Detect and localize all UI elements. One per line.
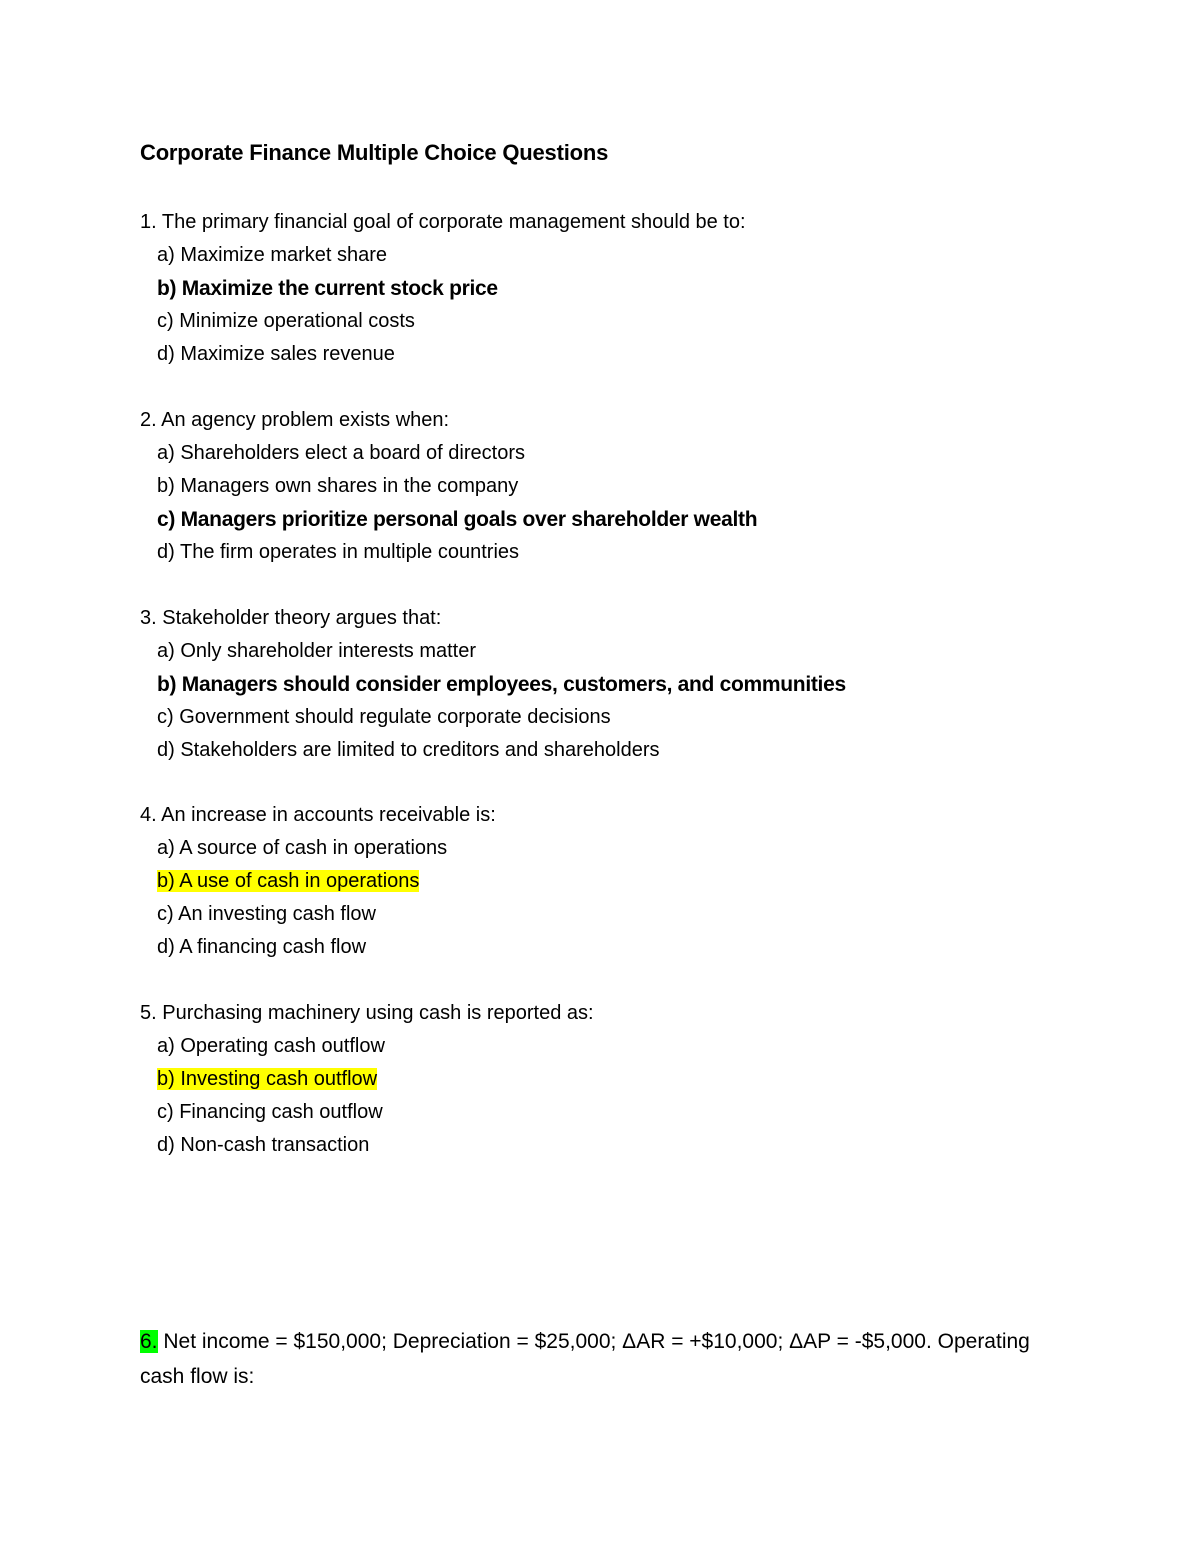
question-4: [140, 799, 1080, 964]
question-1: [140, 206, 1080, 371]
question-text: 4. An increase in accounts receivable is:: [140, 804, 496, 826]
option-a: a) Shareholders elect a board of directors: [157, 442, 525, 464]
question-6: [140, 1324, 1060, 1394]
option-d: d) A financing cash flow: [157, 936, 367, 958]
option-c: c) Financing cash outflow: [157, 1101, 383, 1123]
option-list: [140, 239, 1080, 371]
highlighted-answer: b) A use of cash in operations: [157, 870, 420, 892]
option-b: b) Managers own shares in the company: [157, 475, 519, 497]
option-c: c) Government should regulate corporate decisions: [157, 706, 611, 728]
option-d: d) Stakeholders are limited to creditors and shareholders: [157, 739, 660, 761]
option-list: [140, 437, 1080, 569]
option-b-answer: b) Managers should consider employees, customers, and communities: [157, 673, 846, 696]
option-list: [140, 832, 1080, 964]
question-text: 1. The primary financial goal of corporate management should be to:: [140, 211, 746, 233]
option-a: a) Maximize market share: [157, 244, 388, 266]
option-c: c) An investing cash flow: [157, 903, 376, 925]
option-list: [140, 635, 1080, 767]
document-title: Corporate Finance Multiple Choice Questions: [140, 140, 609, 165]
option-d: d) Non-cash transaction: [157, 1134, 370, 1156]
question-number-highlight: 6.: [140, 1330, 158, 1353]
question-text: 3. Stakeholder theory argues that:: [140, 607, 442, 629]
question-text: 5. Purchasing machinery using cash is reported as:: [140, 1002, 594, 1024]
option-d: d) The firm operates in multiple countries: [157, 541, 520, 563]
question-text: Net income = $150,000; Depreciation = $25,000; ΔAR = +$10,000; ΔAP = -$5,000. Operating cash flow is:: [140, 1330, 1030, 1388]
option-b-answer: [140, 1063, 1080, 1096]
question-5: [140, 997, 1080, 1162]
option-b-answer: [140, 865, 1080, 898]
option-d: d) Maximize sales revenue: [157, 343, 395, 365]
option-c: c) Minimize operational costs: [157, 310, 415, 332]
question-text: 2. An agency problem exists when:: [140, 409, 450, 431]
option-list: [140, 1030, 1080, 1162]
option-a: a) Only shareholder interests matter: [157, 640, 477, 662]
option-b-answer: b) Maximize the current stock price: [157, 277, 498, 300]
option-a: a) A source of cash in operations: [157, 837, 448, 859]
option-c-answer: c) Managers prioritize personal goals over shareholder wealth: [157, 508, 758, 531]
question-3: [140, 602, 1080, 767]
highlighted-answer: b) Investing cash outflow: [157, 1068, 378, 1090]
question-2: [140, 404, 1080, 569]
option-a: a) Operating cash outflow: [157, 1035, 385, 1057]
